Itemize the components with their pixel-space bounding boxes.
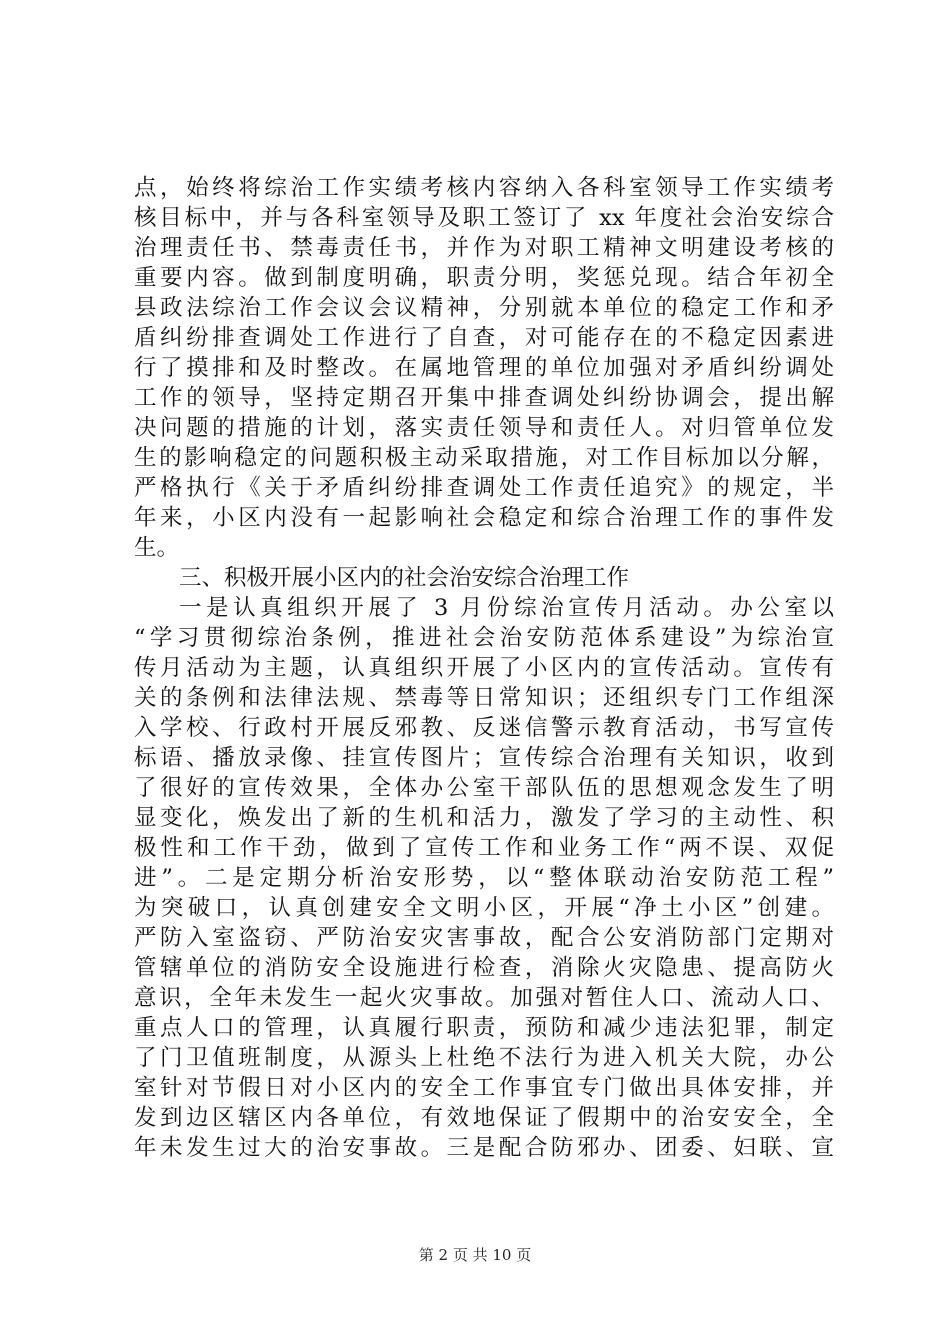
text-line: 入学校、行政村开展反邪教、反迷信警示教育活动，书写宣传 xyxy=(134,715,834,741)
text-line: 点，始终将综治工作实绩考核内容纳入各科室领导工作实绩考 xyxy=(134,175,834,201)
text-line: 室针对节假日对小区内的安全工作事宜专门做出具体安排，并 xyxy=(134,1075,834,1101)
text-line: 了很好的宣传效果，全体办公室干部队伍的思想观念发生了明 xyxy=(134,775,834,801)
text-line: 重点人口的管理，认真履行职责，预防和减少违法犯罪，制定 xyxy=(134,1015,834,1041)
text-line: 重要内容。做到制度明确，职责分明，奖惩兑现。结合年初全 xyxy=(134,265,834,291)
text-line: 极性和工作干劲，做到了宣传工作和业务工作“两不误、双促 xyxy=(134,835,834,861)
text-line: 管辖单位的消防安全设施进行检查，消除火灾隐患、提高防火 xyxy=(134,955,834,981)
text-line: 县政法综治工作会议会议精神，分别就本单位的稳定工作和矛 xyxy=(134,295,834,321)
text-line: 严防入室盗窃、严防治安灾害事故，配合公安消防部门定期对 xyxy=(134,925,834,951)
document-body xyxy=(134,173,834,1163)
text-line: 工作的领导，坚持定期召开集中排查调处纠纷协调会，提出解 xyxy=(134,385,834,411)
text-line: 盾纠纷排查调处工作进行了自查，对可能存在的不稳定因素进 xyxy=(134,325,834,351)
text-line: 行了摸排和及时整改。在属地管理的单位加强对矛盾纠纷调处 xyxy=(134,355,834,381)
text-line: 标语、播放录像、挂宣传图片；宣传综合治理有关知识，收到 xyxy=(134,745,834,771)
text-line: 决问题的措施的计划，落实责任领导和责任人。对归管单位发 xyxy=(134,415,834,441)
text-line: “学习贯彻综治条例，推进社会治安防范体系建设”为综治宣 xyxy=(134,625,834,651)
text-line: 核目标中，并与各科室领导及职工签订了 xx 年度社会治安综合 xyxy=(134,205,834,231)
page-footer: 第 2 页 共 10 页 xyxy=(418,1246,532,1264)
text-line: 年来，小区内没有一起影响社会稳定和综合治理工作的事件发 xyxy=(134,505,834,531)
text-line: 显变化，焕发出了新的生机和活力，激发了学习的主动性、积 xyxy=(134,805,834,831)
text-line: 了门卫值班制度，从源头上杜绝不法行为进入机关大院，办公 xyxy=(134,1045,834,1071)
text-line: 为突破口，认真创建安全文明小区，开展“净土小区”创建。 xyxy=(134,895,834,921)
text-line: 传月活动为主题，认真组织开展了小区内的宣传活动。宣传有 xyxy=(134,655,834,681)
text-line: 意识，全年未发生一起火灾事故。加强对暂住人口、流动人口、 xyxy=(134,985,834,1011)
text-line: 关的条例和法律法规、禁毒等日常知识；还组织专门工作组深 xyxy=(134,685,834,711)
text-line: 发到边区辖区内各单位，有效地保证了假期中的治安安全，全 xyxy=(134,1105,834,1131)
section-heading: 三、积极开展小区内的社会治安综合治理工作 xyxy=(179,565,630,591)
text-line: 生。 xyxy=(134,535,180,561)
paragraph-first-line: 一是认真组织开展了 3 月份综治宣传月活动。办公室以 xyxy=(179,595,834,621)
text-line: 生的影响稳定的问题积极主动采取措施，对工作目标加以分解， xyxy=(134,445,834,471)
text-line: 年未发生过大的治安事故。三是配合防邪办、团委、妇联、宣 xyxy=(134,1135,834,1161)
text-line: 严格执行《关于矛盾纠纷排查调处工作责任追究》的规定，半 xyxy=(134,475,834,501)
text-line: 进”。二是定期分析治安形势，以“整体联动治安防范工程” xyxy=(134,865,834,891)
text-line: 治理责任书、禁毒责任书，并作为对职工精神文明建设考核的 xyxy=(134,235,834,261)
